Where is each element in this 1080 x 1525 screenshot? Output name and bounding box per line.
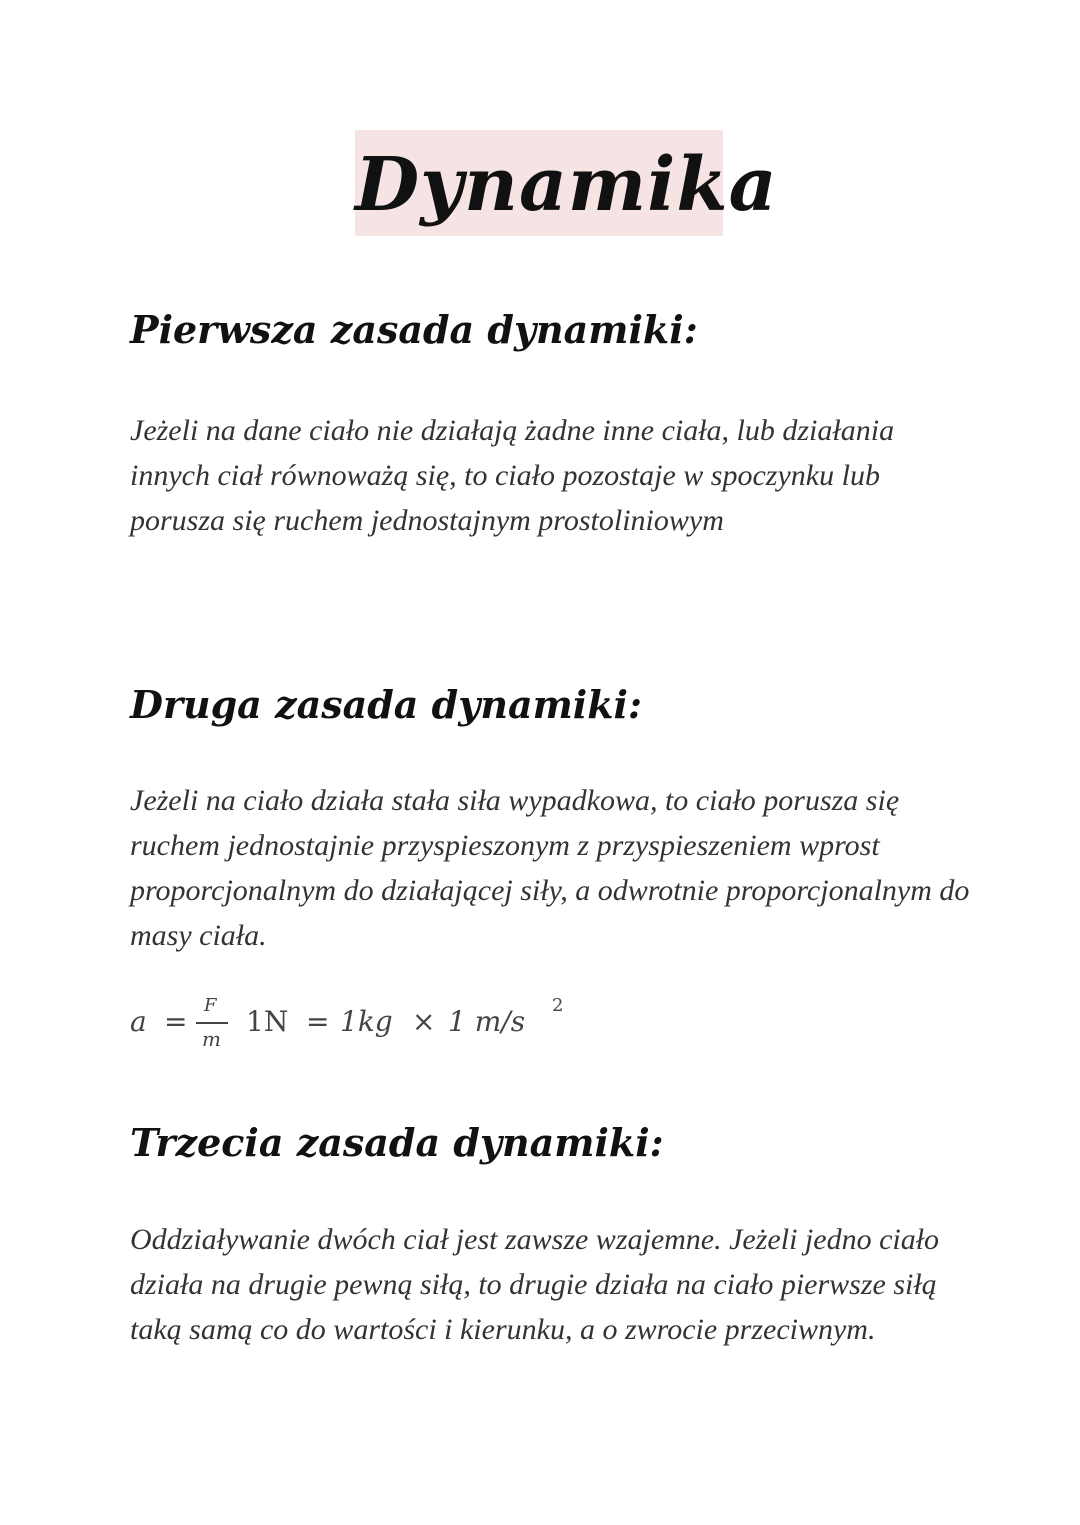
formula-kg: 1kg bbox=[340, 1005, 393, 1038]
heading-second-law: Druga zasada dynamiki: bbox=[130, 682, 642, 727]
text-third-law: Oddziaływanie dwóch ciał jest zawsze wzajemne. Jeżeli jedno ciało działa na drugie pewną siłą, to drugie działa na ciało pierwsze siłą taką samą co do wartości i kierunku, a o zwrocie przeciwnym. bbox=[130, 1223, 940, 1346]
page-title: Dynamika bbox=[355, 142, 778, 228]
heading-first-law: Pierwsza zasada dynamiki: bbox=[130, 307, 698, 352]
formula-times: × bbox=[412, 1005, 436, 1038]
formula-ms: 1 m/s bbox=[448, 1005, 526, 1038]
formula-equals-1: = bbox=[164, 1005, 188, 1038]
formula-newton-second-law bbox=[130, 995, 730, 1055]
heading-third-law: Trzecia zasada dynamiki: bbox=[130, 1120, 664, 1165]
formula-lhs: a bbox=[130, 1005, 147, 1038]
formula-newton: 1N bbox=[246, 1005, 289, 1038]
formula-denominator: m bbox=[202, 1027, 221, 1051]
formula-numerator: F bbox=[204, 995, 217, 1016]
text-second-law: Jeżeli na ciało działa stała siła wypadkowa, to ciało porusza się ruchem jednostajnie przyspieszonym z przyspieszeniem wprost proporcjonalnym do działającej siły, a odwrotnie proporcjonalnym do masy ciała. bbox=[130, 784, 970, 952]
text-first-law: Jeżeli na dane ciało nie działają żadne inne ciała, lub działania innych ciał równoważą się, to ciało pozostaje w spoczynku lub porusza się ruchem jednostajnym prostoliniowym bbox=[130, 414, 895, 537]
title-highlight bbox=[355, 130, 778, 236]
formula-exponent: 2 bbox=[552, 995, 564, 1016]
fraction-bar bbox=[196, 1022, 228, 1024]
formula-equals-2: = bbox=[306, 1005, 330, 1038]
